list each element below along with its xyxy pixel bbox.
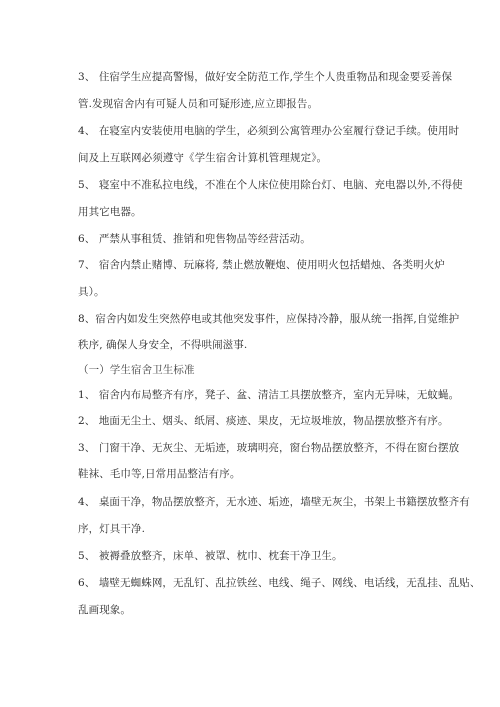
rule-4-line-1: 4、 在寝室内安装使用电脑的学生，必须到公寓管理办公室履行登记手续。使用时 (78, 125, 460, 137)
rule-3-line-1: 3、 住宿学生应提高警惕，做好安全防范工作,学生个人贵重物品和现金要妥善保 (78, 71, 453, 83)
rule-6-line-1: 6、 严禁从事租赁、推销和兜售物品等经营活动。 (78, 233, 311, 245)
rule-7-line-1: 7、 宿舍内禁止赌博、玩麻将, 禁止燃放鞭炮、使用明火包括蜡烛、各类明火炉 (78, 259, 445, 271)
standard-4-line-1: 4、 桌面干净，物品摆放整齐，无水迹、垢迹，墙壁无灰尘，书架上书籍摆放整齐有 (78, 496, 470, 508)
standard-6-line-1: 6、 墙壁无蜘蛛网，无乱钉、乱拉铁丝、电线、绳子、网线、电话线，无乱挂、乱贴、 (78, 577, 481, 589)
rule-8-line-2: 秩序, 确保人身安全，不得哄闹滋事. (78, 339, 248, 351)
section-heading: （一）学生宿舍卫生标准 (78, 364, 195, 376)
rule-7-line-2: 具）。 (78, 286, 105, 298)
rule-5-line-1: 5、 寝室中不准私拉电线，不准在个人床位使用除台灯、电脑、充电器以外,不得使 (78, 179, 463, 191)
rule-8-line-1: 8、宿舍内如发生突然停电或其他突发事件，应保持冷静，服从统一指挥,自觉维护 (78, 313, 460, 325)
standard-4-line-2: 序，灯具干净. (78, 523, 146, 535)
rule-3-line-2: 管.发现宿舍内有可疑人员和可疑形迹,应立即报告。 (78, 98, 319, 110)
standard-3-line-2: 鞋袜、毛巾等,日常用品整洁有序。 (78, 468, 241, 480)
rule-4-line-2: 间及上互联网必须遵守《学生宿舍计算机管理规定》。 (78, 152, 328, 164)
standard-2-line-1: 2、 地面无尘土、烟头、纸屑、痰迹、果皮，无垃圾堆放，物品摆放整齐有序。 (78, 415, 449, 427)
standard-6-line-2: 乱画现象。 (78, 604, 131, 616)
rule-5-line-2: 用其它电器。 (78, 206, 142, 218)
standard-3-line-1: 3、 门窗干净、无灰尘、无垢迹，玻璃明亮，窗台物品摆放整齐，不得在窗台摆放 (78, 442, 460, 454)
standard-1-line-1: 1、 宿舍内布局整齐有序，凳子、盆、清洁工具摆放整齐，室内无异味，无蚊蝇。 (78, 389, 460, 401)
standard-5-line-1: 5、 被褥叠放整齐，床单、被罩、枕巾、枕套干净卫生。 (78, 550, 343, 562)
